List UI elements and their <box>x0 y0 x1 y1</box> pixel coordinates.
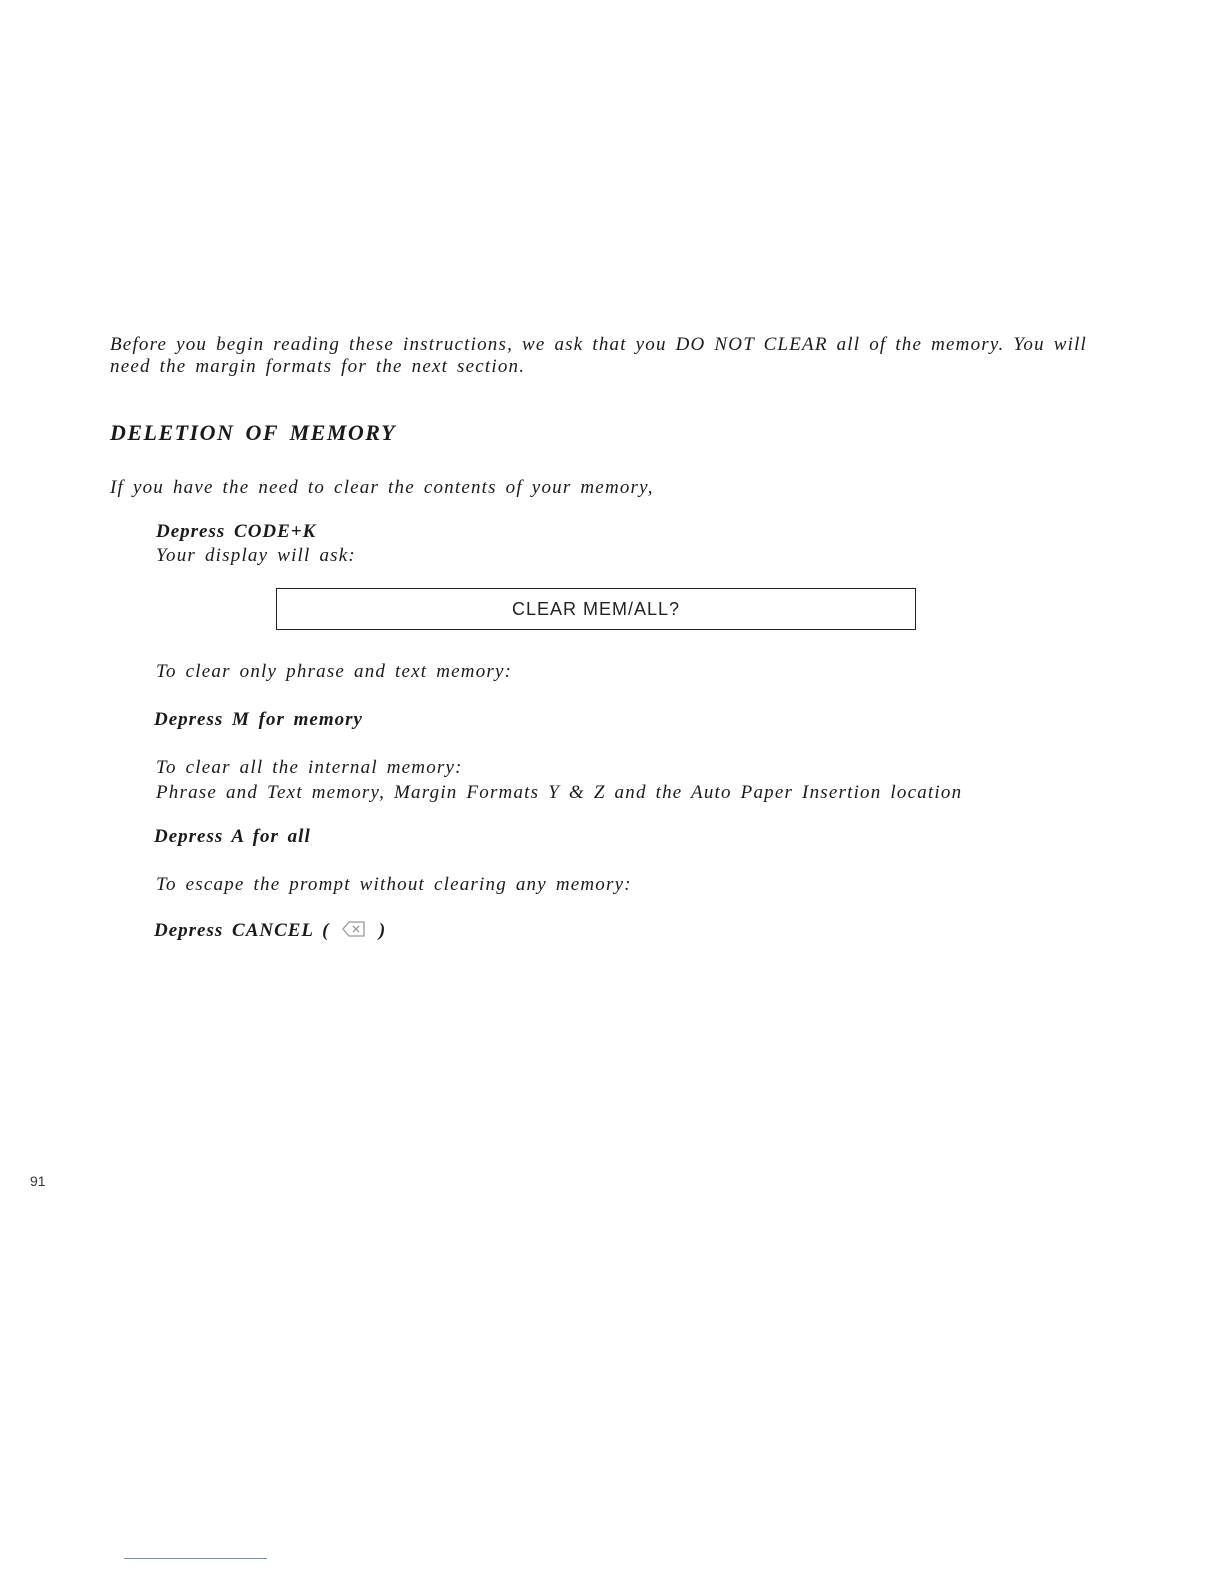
display-readout <box>276 588 916 630</box>
depress-cancel-prefix: Depress CANCEL ( <box>154 920 330 941</box>
escape-instruction: To escape the prompt without clearing any memory: <box>156 874 632 895</box>
section-lead: If you have the need to clear the contents of your memory, <box>110 477 654 498</box>
page-number: 91 <box>30 1173 46 1189</box>
clear-all-detail: Phrase and Text memory, Margin Formats Y & Z and the Auto Paper Insertion location <box>156 782 963 803</box>
intro-paragraph: Before you begin reading these instructions, we ask that you DO NOT CLEAR all of the memory. You will need the margin formats for the next section. <box>110 334 1088 377</box>
step-depress-code-k: Depress CODE+K <box>156 521 317 542</box>
step-depress-m: Depress M for memory <box>154 709 363 730</box>
display-readout-text: CLEAR MEM/ALL? <box>511 598 681 619</box>
step-depress-a: Depress A for all <box>154 826 311 847</box>
clear-all-instruction: To clear all the internal memory: <box>156 757 463 778</box>
depress-cancel-suffix: ) <box>378 920 387 941</box>
footer-rule <box>124 1558 267 1559</box>
step-depress-cancel <box>154 919 386 944</box>
display-will-ask: Your display will ask: <box>156 545 356 566</box>
section-heading: DELETION OF MEMORY <box>110 420 397 445</box>
clear-phrase-text-instruction: To clear only phrase and text memory: <box>156 661 513 682</box>
backspace-cancel-icon <box>342 920 366 944</box>
